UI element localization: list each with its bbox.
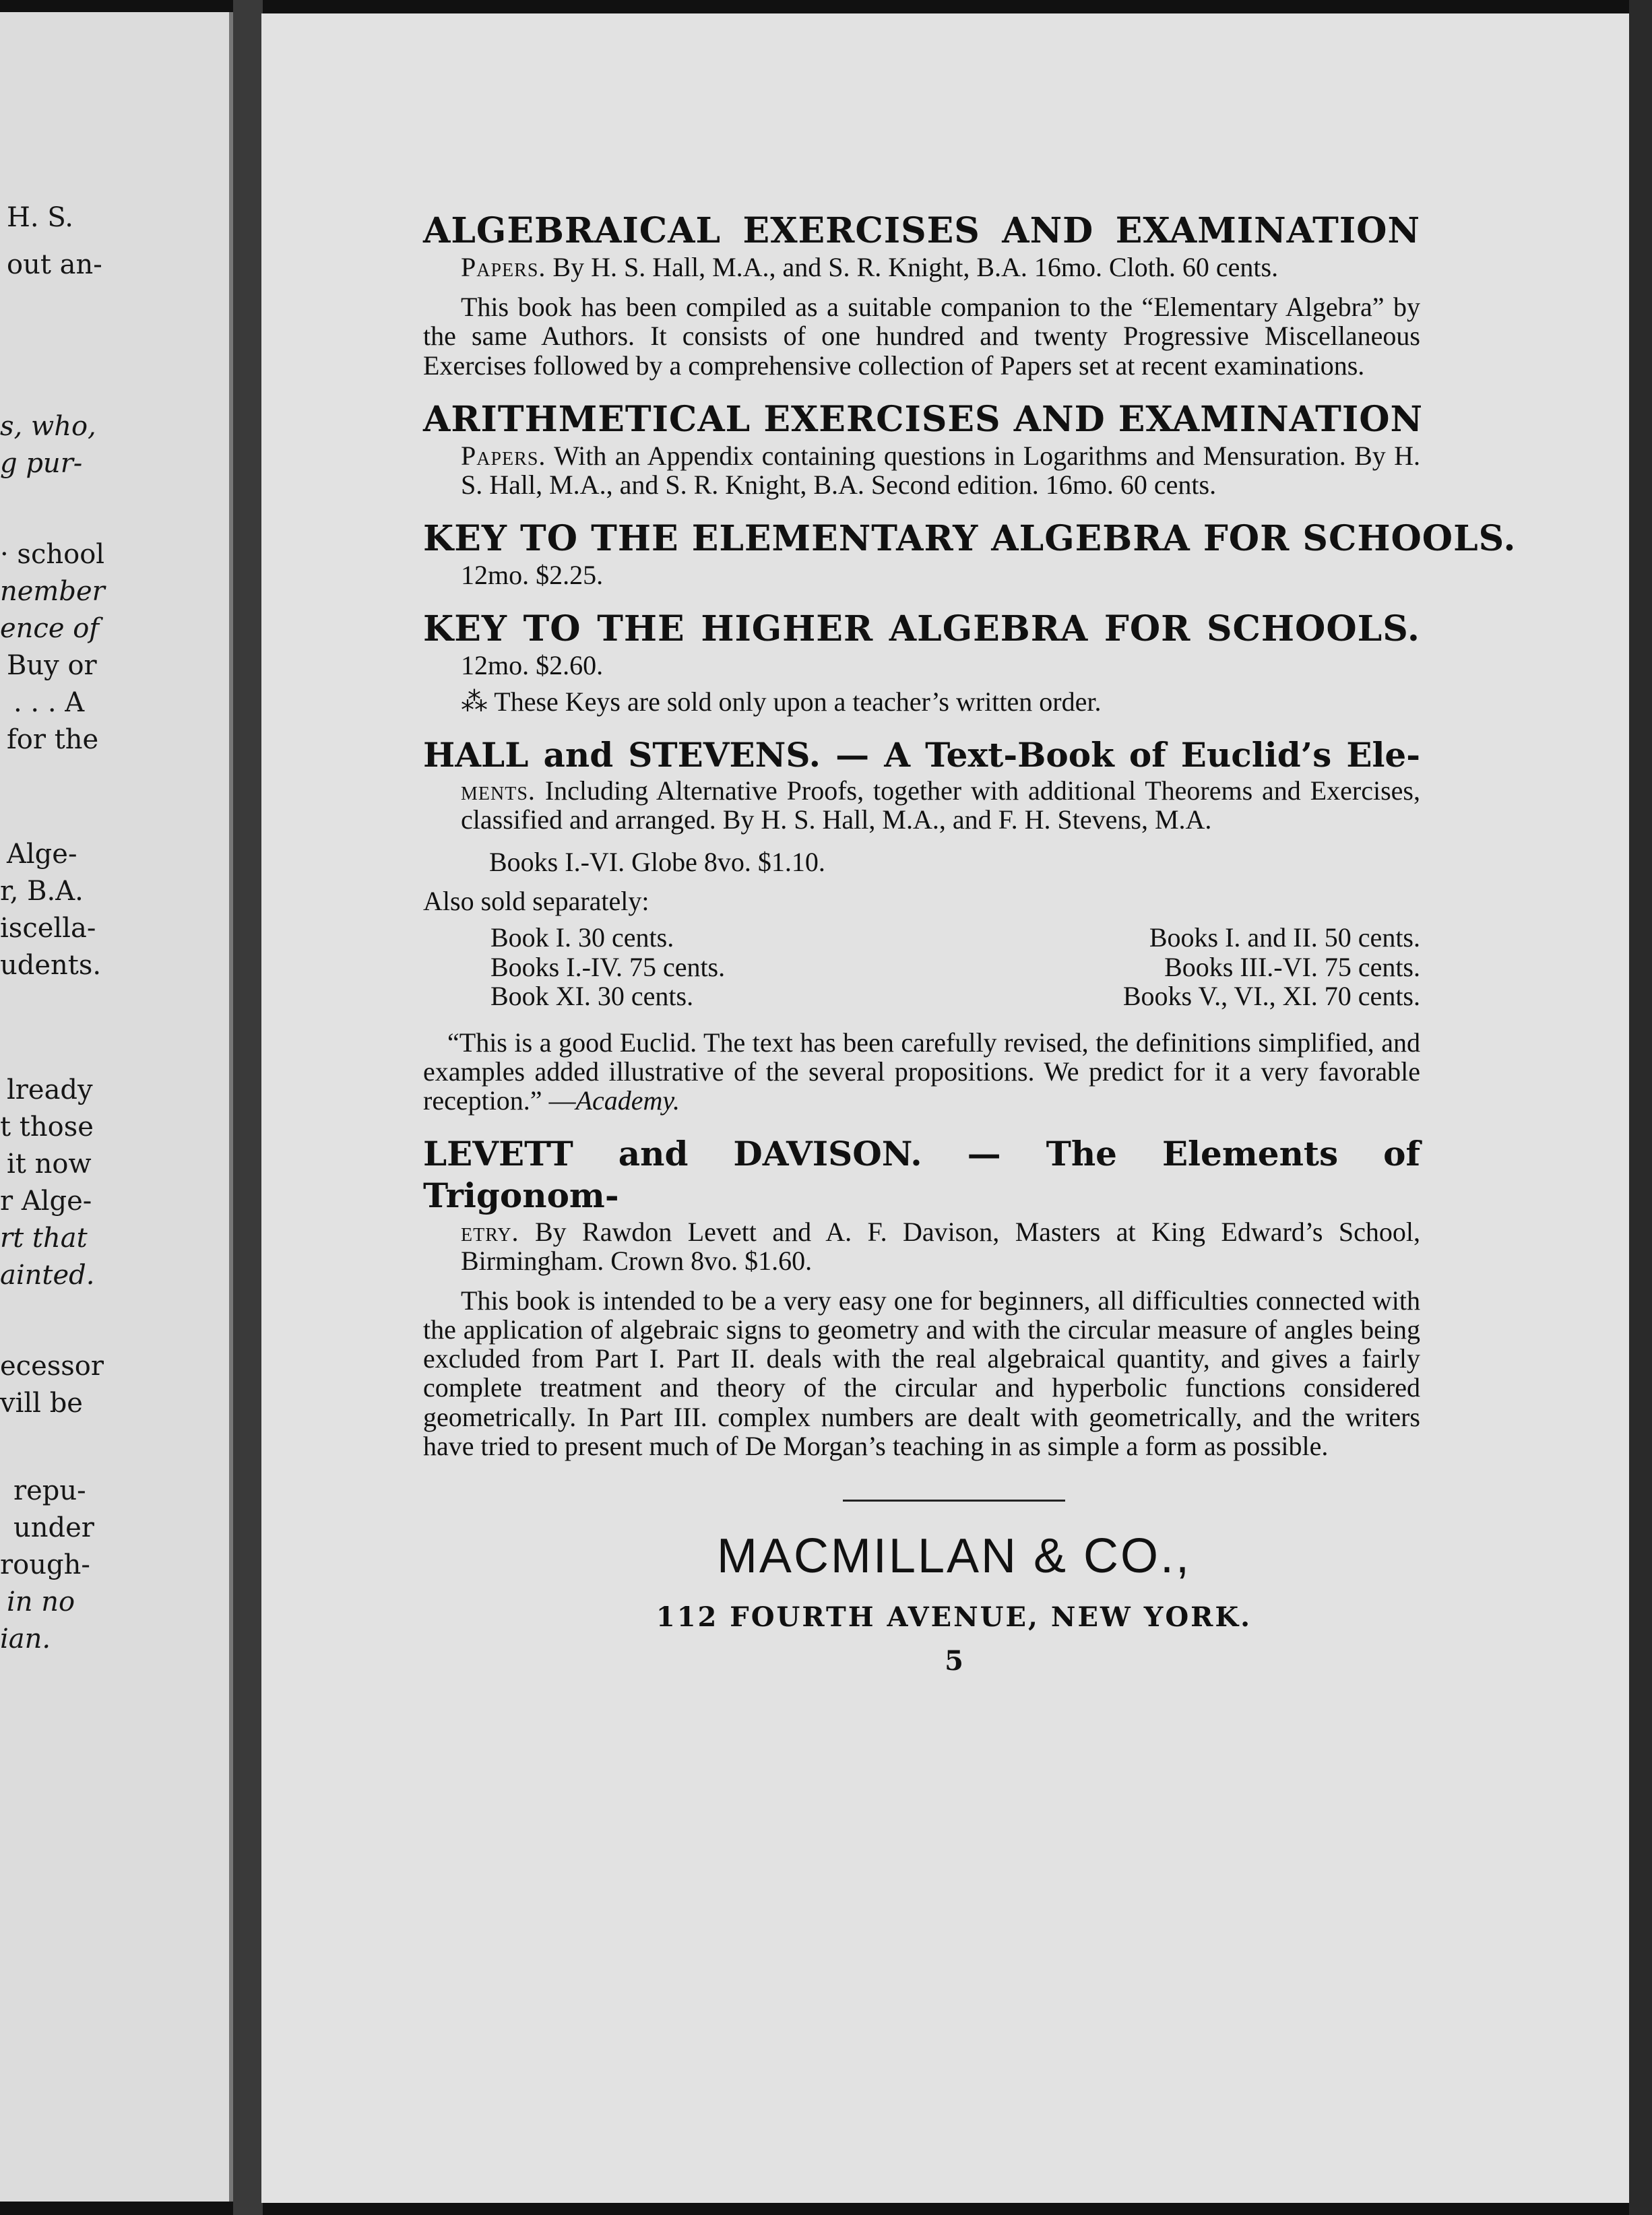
- left-page-text-fragment: repu-: [13, 1475, 86, 1506]
- left-page-text-fragment: vill be: [0, 1388, 83, 1419]
- entry-arithmetical-exercises: [423, 397, 1424, 500]
- entry-details: [423, 253, 1420, 282]
- entry-price: 12mo. $2.60.: [461, 650, 604, 681]
- left-page-text-fragment: Alge-: [7, 839, 77, 870]
- entry-levett-davison-trigonometry: [423, 1133, 1420, 1461]
- book-price-right: Books I. and II. 50 cents.: [1149, 922, 1420, 953]
- entry-key-elementary-algebra: [423, 517, 1517, 591]
- review-quote-source: Academy.: [575, 1085, 680, 1116]
- entry-details-lead: etry.: [461, 1216, 519, 1247]
- entry-title: KEY TO THE HIGHER ALGEBRA FOR SCHOOLS.: [423, 608, 1420, 650]
- left-facing-page: [0, 12, 233, 2202]
- left-page-text-fragment: r, B.A.: [0, 876, 84, 907]
- entry-details-text: With an Appendix containing questions in Logarithms and Mensuration. By H. S. Hall, M.A., and S. R. Knight, B.A. Second edition. 16mo. 60 cents.: [461, 440, 1420, 500]
- left-page-text-fragment: udents.: [0, 950, 102, 981]
- book-price-right: Books III.-VI. 75 cents.: [1164, 951, 1420, 982]
- entry-details-text: Including Alternative Proofs, together with additional Theorems and Exercises, classified and arranged. By H. S. Hall, M.A., and F. H. Stevens, M.A.: [461, 775, 1420, 835]
- left-page-text-fragment: t those: [0, 1112, 94, 1143]
- entry-key-higher-algebra: [423, 607, 1420, 716]
- left-page-text-fragment: nember: [0, 576, 105, 607]
- left-page-text-fragment: in no: [7, 1586, 75, 1617]
- left-page-text-fragment: rt that: [0, 1223, 88, 1254]
- left-page-text-fragment: g pur-: [0, 448, 83, 479]
- entry-details: [423, 776, 1420, 834]
- entry-price: 12mo. $2.25.: [461, 560, 604, 591]
- left-page-text-fragment: H. S.: [7, 202, 74, 233]
- publisher-name: MACMILLAN & CO.,: [716, 1529, 1192, 1583]
- entry-details-text: By Rawdon Levett and A. F. Davison, Masters at King Edward’s School, Birmingham. Crown 8vo. $1.60.: [461, 1216, 1420, 1276]
- left-page-text-fragment: rough-: [0, 1549, 90, 1580]
- left-page-text-fragment: · school: [0, 539, 105, 570]
- page-edge-right: [1629, 0, 1652, 2215]
- also-sold-label: Also sold separately:: [423, 886, 649, 917]
- entry-description: This book is intended to be a very easy one for beginners, all difficulties connected with the application of algebraic signs to geometry and with the circular measure of angles being excluded from Part I. Part II. deals with the real algebraical quantity, and gives a fairly complete treatment and theory of the circular and hyperbolic functions considered geometrically. In Part III. complex numbers are dealt with geometrically, and the writers have tried to present much of De Morgan’s teaching in as simple a form as possible.: [423, 1285, 1420, 1461]
- left-page-text-fragment: for the: [7, 724, 99, 755]
- book-price-left: Books I.-IV. 75 cents.: [490, 951, 726, 982]
- entry-hall-stevens-euclid: [423, 734, 1420, 1116]
- entry-title: ALGEBRAICAL EXERCISES AND EXAMINATION: [423, 210, 1420, 251]
- divider-rule: [843, 1500, 1065, 1502]
- entry-title: ARITHMETICAL EXERCISES AND EXAMINATION: [423, 398, 1424, 440]
- left-page-text-fragment: ence of: [0, 613, 100, 644]
- left-page-text-fragment: s, who,: [0, 411, 96, 442]
- books-line: Books I.-VI. Globe 8vo. $1.10.: [489, 847, 825, 878]
- book-price-left: Book I. 30 cents.: [490, 922, 674, 953]
- left-page-text-fragment: . . . A: [13, 687, 85, 718]
- advertisement-page: [261, 13, 1629, 2203]
- left-page-text-fragment: out an-: [7, 249, 102, 280]
- page-number: 5: [945, 1645, 963, 1677]
- left-page-text-fragment: ainted.: [0, 1260, 95, 1291]
- left-page-text-fragment: ecessor: [0, 1351, 104, 1382]
- page-content: [423, 209, 1517, 1677]
- entry-details-lead: ments.: [461, 775, 536, 806]
- left-page-text-fragment: ian.: [0, 1624, 51, 1655]
- book-price-right: Books V., VI., XI. 70 cents.: [1122, 980, 1420, 1011]
- left-page-text-fragment: it now: [7, 1149, 92, 1180]
- entry-details-lead: Papers.: [461, 440, 546, 471]
- review-quote-text: “This is a good Euclid. The text has been carefully revised, the definitions simplified, and examples added illustrative of the several propositions. We predict for it a very favorable reception.” —: [423, 1027, 1420, 1116]
- publisher-address: 112 FOURTH AVENUE, NEW YORK.: [656, 1601, 1252, 1633]
- entry-algebraical-exercises: [423, 209, 1420, 380]
- keys-note: ⁂ These Keys are sold only upon a teacher’s written order.: [461, 686, 1102, 717]
- left-page-text-fragment: under: [13, 1512, 94, 1543]
- entry-details-text: By H. S. Hall, M.A., and S. R. Knight, B.A. 16mo. Cloth. 60 cents.: [546, 252, 1279, 282]
- book-price-left: Book XI. 30 cents.: [490, 980, 694, 1011]
- entry-details-lead: Papers.: [461, 252, 546, 282]
- review-quote: [423, 1028, 1420, 1116]
- entry-description: This book has been compiled as a suitable companion to the “Elementary Algebra” by the same Authors. It consists of one hundred and twenty Progressive Miscellaneous Exercises followed by a comprehensive collection of Papers set at recent examinations.: [423, 292, 1420, 381]
- left-page-text-fragment: iscella-: [0, 913, 96, 944]
- left-page-text-fragment: lready: [7, 1074, 93, 1105]
- entry-title: LEVETT and DAVISON. — The Elements of Trigonom-: [423, 1133, 1420, 1215]
- page-gutter: [233, 0, 263, 2215]
- entry-details: [423, 1217, 1420, 1275]
- entry-title: KEY TO THE ELEMENTARY ALGEBRA FOR SCHOOLS.: [423, 518, 1517, 560]
- books-price-list: [423, 923, 1420, 1010]
- entry-details: [423, 441, 1420, 499]
- left-page-text-fragment: Buy or: [7, 650, 97, 681]
- entry-title: HALL and STEVENS. — A Text-Book of Euclid’s Ele-: [423, 734, 1420, 775]
- left-page-text-fragment: r Alge-: [0, 1186, 92, 1217]
